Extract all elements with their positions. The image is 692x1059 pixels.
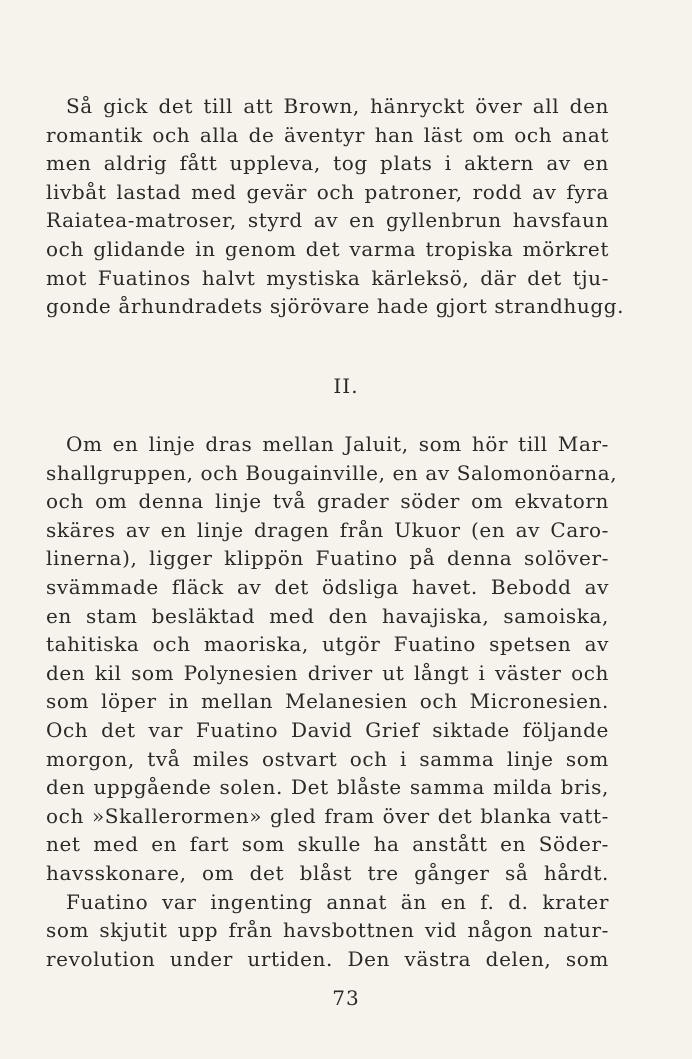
text-line: morgon, två miles ostvart och i samma linje som xyxy=(46,746,609,771)
text-line: svämmade fläck av det ödsliga havet. Bebodd av xyxy=(46,574,609,599)
text-line: Så gick det till att Brown, hänryckt över all den xyxy=(66,94,609,118)
section-heading: II. xyxy=(333,374,359,398)
page-number: 73 xyxy=(332,986,360,1010)
text-line: havsskonare, om det blåst tre gånger så hårdt. xyxy=(46,860,609,885)
text-line: romantik och alla de äventyr han läst om och anat xyxy=(46,122,609,147)
text-line: men aldrig fått uppleva, tog plats i aktern av en xyxy=(46,151,609,176)
text-line: tahitiska och maoriska, utgör Fuatino spetsen av xyxy=(46,632,609,657)
text-line: som skjutit upp från havsbottnen vid någon natur- xyxy=(46,918,609,943)
text-line: och om denna linje två grader söder om ekvatorn xyxy=(46,489,609,514)
text-line: mot Fuatinos halvt mystiska kärleksö, där det tju- xyxy=(46,265,609,290)
text-line: den uppgående solen. Det blåste samma milda bris, xyxy=(46,775,609,800)
paragraph-2 xyxy=(46,430,618,973)
paragraph-1 xyxy=(46,92,625,321)
text-line: Och det var Fuatino David Grief siktade följande xyxy=(46,717,609,742)
text-line: Raiatea-matroser, styrd av en gyllenbrun havsfaun xyxy=(46,208,609,233)
text-line: gonde århundradets sjörövare hade gjort strandhugg. xyxy=(46,294,625,319)
text-line: linerna), ligger klippön Fuatino på denna solöver- xyxy=(46,546,609,571)
text-line: och »Skallerormen» gled fram över det blanka vatt- xyxy=(46,803,609,828)
text-line: shallgruppen, och Bougainville, en av Salomonöarna, xyxy=(46,460,618,485)
text-line: och glidande in genom det varma tropiska mörkret xyxy=(46,236,609,261)
text-line: net med en fart som skulle ha anstått en Söder- xyxy=(46,832,609,857)
text-line: revolution under urtiden. Den västra delen, som xyxy=(46,946,609,971)
text-line: skäres av en linje dragen från Ukuor (en av Caro- xyxy=(46,517,609,542)
text-line: en stam besläktad med den havajiska, samoiska, xyxy=(46,603,609,628)
text-line: Fuatino var ingenting annat än en f. d. krater xyxy=(66,889,609,914)
text-line: den kil som Polynesien driver ut långt i väster och xyxy=(46,660,609,685)
text-line: som löper in mellan Melanesien och Micronesien. xyxy=(46,689,609,714)
text-line: Om en linje dras mellan Jaluit, som hör till Mar- xyxy=(66,432,609,456)
text-line: livbåt lastad med gevär och patroner, rodd av fyra xyxy=(46,179,609,204)
